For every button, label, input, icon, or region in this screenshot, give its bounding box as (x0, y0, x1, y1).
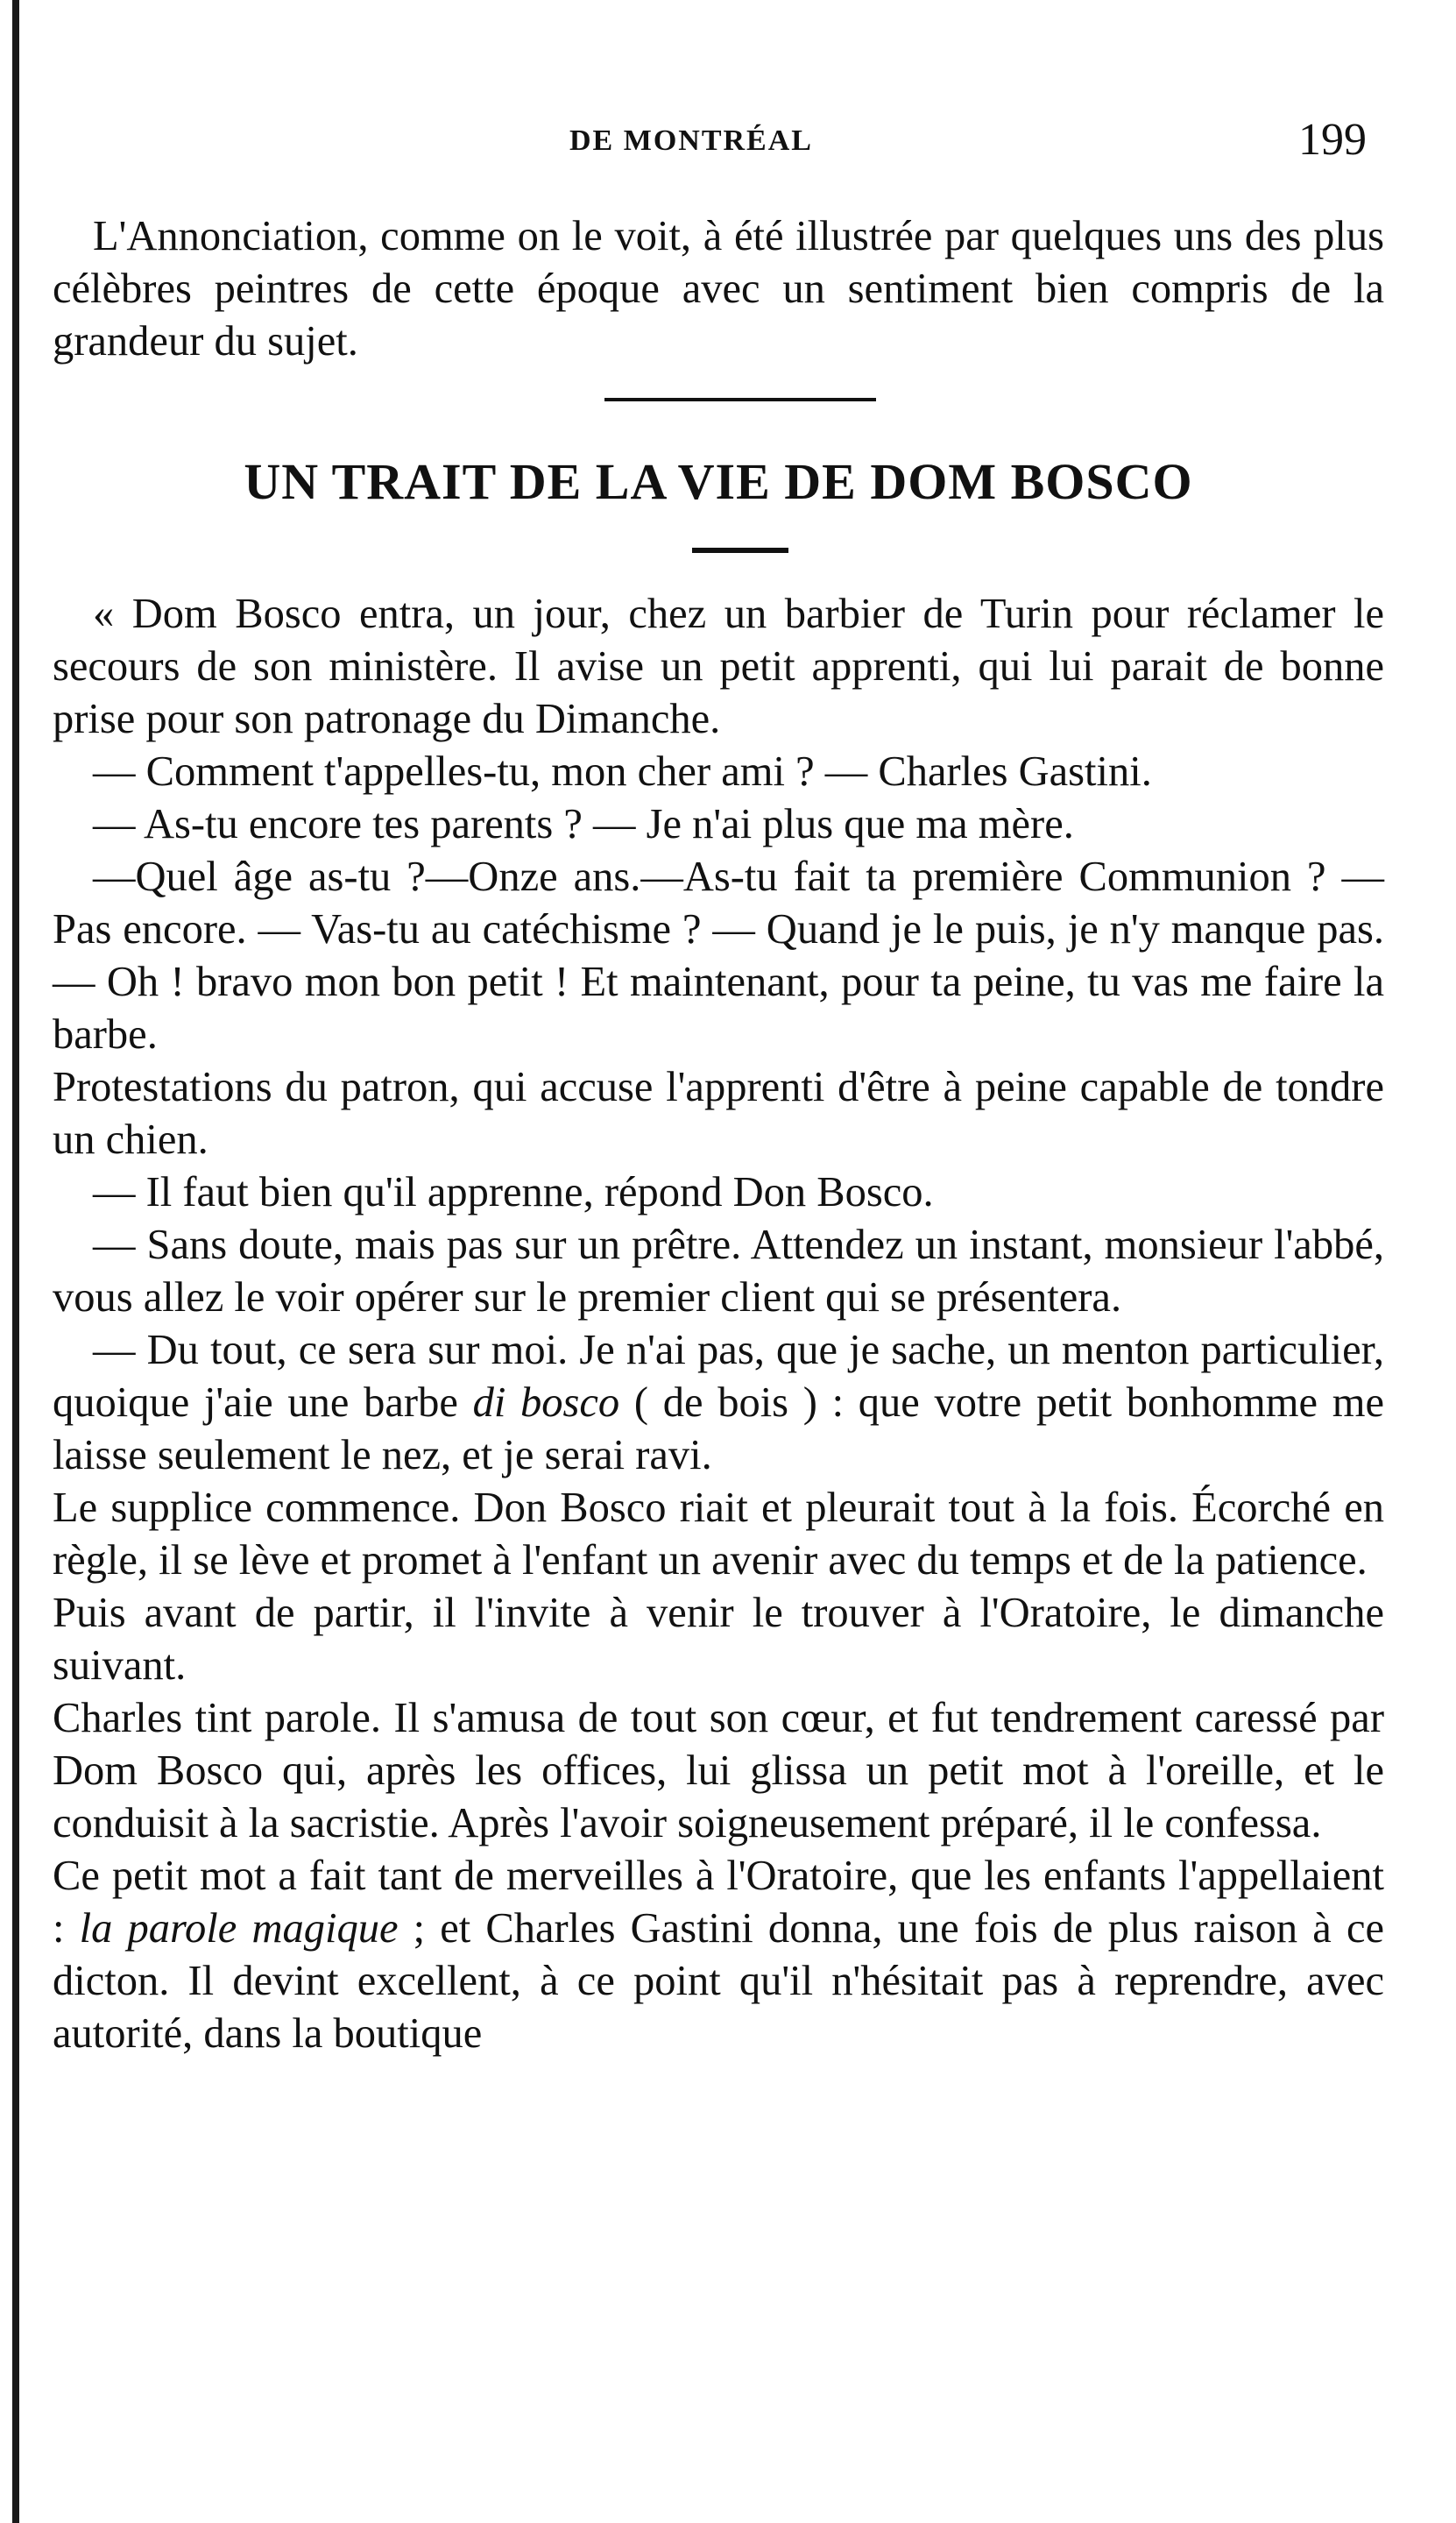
text-run: ( de bois ) : que votre petit bonhomme me laisse seulement le nez, et je serai ravi. (53, 1379, 1384, 1478)
body-paragraph: Puis avant de partir, il l'invite à venir le trouver à l'Oratoire, le dimanche suivant. (53, 1590, 1384, 1689)
italic-phrase: la parole magique (79, 1905, 399, 1952)
body-paragraph: Charles tint parole. Il s'amusa de tout son cœur, et fut tendrement caressé par Dom Bosco qui, après les offices, lui glissa un petit mot à l'oreille, et le conduisit à la sacristie. Après l'avoir soigneusement préparé, il le confessa. (53, 1695, 1384, 1846)
intro-paragraph: L'Annonciation, comme on le voit, à été illustrée par quelques uns des plus célèbres peintres de cette époque avec un sentiment bien compris de la grandeur du sujet. (53, 213, 1384, 365)
body-paragraph: — Il faut bien qu'il apprenne, répond Don Bosco. (93, 1169, 934, 1215)
book-page (53, 105, 1384, 2060)
running-head: DE MONTRÉAL (569, 124, 813, 157)
body-paragraph: Protestations du patron, qui accuse l'apprenti d'être à peine capable de tondre un chien. (53, 1064, 1384, 1163)
text-run: ; et Charles Gastini donna, une fois de plus raison à ce dicton. Il devint excellent, à ce point qu'il n'hésitait pas à reprendre, avec autorité, dans la boutique (53, 1905, 1385, 2057)
body-paragraph (53, 1324, 1384, 1482)
page-edge-line (12, 0, 19, 2523)
body-paragraph: « Dom Bosco entra, un jour, chez un barbier de Turin pour réclamer le secours de son ministère. Il avise un petit apprenti, qui lui parait de bonne prise pour son patronage du Dimanche. (53, 591, 1384, 742)
body-paragraph: — Sans doute, mais pas sur un prêtre. Attendez un instant, monsieur l'abbé, vous allez le voir opérer sur le premier client qui se présentera. (53, 1222, 1384, 1321)
italic-phrase: di bosco (472, 1379, 620, 1426)
text-run: Ce petit mot a fait tant de merveilles à l'Oratoire, que les enfants l'appellaient : (53, 1853, 1384, 1952)
body-paragraph: Le supplice commence. Don Bosco riait et pleurait tout à la fois. Écorché en règle, il se lève et promet à l'enfant un avenir avec du temps et de la patience. (53, 1485, 1384, 1584)
body-paragraph: — As-tu encore tes parents ? — Je n'ai plus que ma mère. (93, 801, 1074, 847)
text-run: — Du tout, ce sera sur moi. Je n'ai pas, que je sache, un menton particulier, quoique j'aie une barbe (53, 1327, 1384, 1426)
title-rule (692, 548, 788, 553)
body-paragraph (53, 1850, 1384, 2060)
section-title: UN TRAIT DE LA VIE DE DOM BOSCO (244, 453, 1193, 510)
page-header (53, 105, 1384, 210)
separator-rule (604, 398, 876, 401)
body-paragraph: —Quel âge as-tu ?—Onze ans.—As-tu fait ta première Communion ? — Pas encore. — Vas-tu au catéchisme ? — Quand je le puis, je n'y manque pas. — Oh ! bravo mon bon petit ! Et maintenant, pour ta peine, tu vas me faire la barbe. (53, 854, 1384, 1058)
body-paragraph: — Comment t'appelles-tu, mon cher ami ? — Charles Gastini. (93, 748, 1152, 795)
page-number: 199 (1298, 115, 1367, 165)
